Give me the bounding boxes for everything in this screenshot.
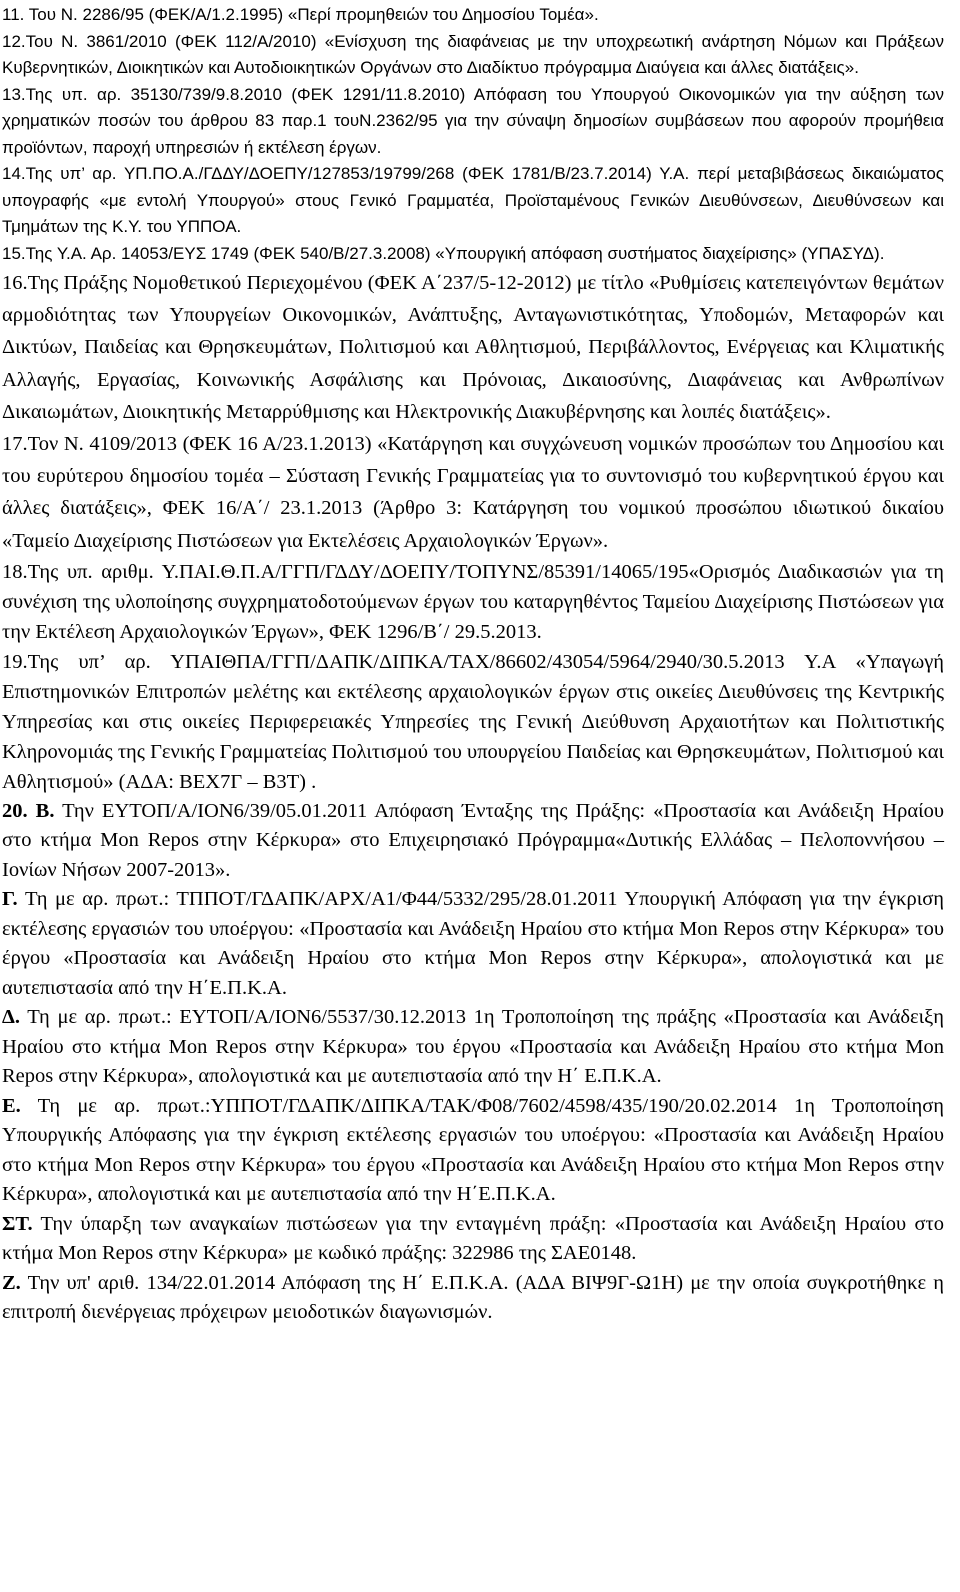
clause-text: 14.Της υπ’ αρ. ΥΠ.ΠΟ.Α./ΓΔΔΥ/ΔΟΕΠΥ/127853/19799/268 (ΦΕΚ 1781/Β/23.7.2014) Υ.Α. περί μεταβιβάσεως δικαιώματος υπογραφής «με εντολή Υπουργού» στους Γενικό Γραμματέα, Προϊσταμένους Γενικών Διευθύνσεων, Διευθύνσεων και Τμημάτων της Κ.Υ. του ΥΠΠΟΑ. [2,164,944,236]
clause-17 [2,428,944,557]
clause-d [2,1003,944,1092]
clause-e [2,1092,944,1210]
clause-text: Την υπ' αριθ. 134/22.01.2014 Απόφαση της Η΄ Ε.Π.Κ.Α. (ΑΔΑ ΒΙΨ9Γ-Ω1Η) με την οποία συγκροτήθηκε η επιτροπή διενέργειας πρόχειρων μειοδοτικών διαγωνισμών. [2,1271,944,1324]
clause-12 [2,29,944,82]
clause-text: 18.Της υπ. αριθμ. Υ.ΠΑΙ.Θ.Π.Α/ΓΓΠ/ΓΔΔΥ/ΔΟΕΠΥ/ΤΟΠΥΝΣ/85391/14065/195«Ορισμός Διαδικασιών για τη συνέχιση της υλοποίησης συγχρηματοδοτούμενων έργων του καταργηθέντος Ταμείου Διαχείρισης Πιστώσεων για την Εκτέλεση Αρχαιολογικών Έργων», ΦΕΚ 1296/Β΄/ 29.5.2013. [2,560,944,643]
clause-text: Την ΕΥΤΟΠ/Α/ΙΟΝ6/39/05.01.2011 Απόφαση Ένταξης της Πράξης: «Προστασία και Ανάδειξη Ηραίου στο κτήμα Mon Repos στην Κέρκυρα» στο Επιχειρησιακό Πρόγραμμα«Δυτικής Ελλάδας – Πελοποννήσου – Ιονίων Νήσων 2007-2013». [2,799,944,881]
clause-text: 13.Της υπ. αρ. 35130/739/9.8.2010 (ΦΕΚ 1291/11.8.2010) Απόφαση του Υπουργού Οικονομικών για την αύξηση των χρηματικών ποσών του άρθρου 83 παρ.1 τουΝ.2362/95 για την σύναψη δημοσίων συμβάσεων που αφορούν προμήθεια προϊόντων, παροχή υπηρεσιών ή εκτέλεση έργων. [2,84,944,157]
clause-16 [2,267,944,428]
clause-text: Τη με αρ. πρωτ.:ΥΠΠΟΤ/ΓΔΑΠΚ/ΔΙΠΚΑ/ΤΑΚ/Φ08/7602/4598/435/190/20.02.2014 1η Τροποποίηση Υπουργικής Απόφασης για την έγκριση εκτέλεσης εργασιών του υποέργου: «Προστασία και Ανάδειξη Ηραίου στο κτήμα Mon Repos στην Κέρκυρα» του έργου «Προστασία και Ανάδειξη Ηραίου στο κτήμα Mon Repos στην Κέρκυρα», απολογιστικά και με αυτεπιστασία από την Η΄Ε.Π.Κ.Α. [2,1094,944,1206]
clause-15 [2,241,944,268]
clause-13 [2,82,944,162]
clause-marker: Ζ. [2,1271,21,1294]
clause-marker: 20. Β. [2,799,55,822]
clause-14 [2,161,944,241]
clause-marker: Δ. [2,1006,20,1029]
clause-text: Την ύπαρξη των αναγκαίων πιστώσεων για την ενταγμένη πράξη: «Προστασία και Ανάδειξη Ηραίου στο κτήμα Mon Repos στην Κέρκυρα» με κωδικό πράξης: 322986 της ΣΑΕ0148. [2,1212,944,1265]
clause-text: 16.Της Πράξης Νομοθετικού Περιεχομένου (ΦΕΚ Α΄237/5-12-2012) με τίτλο «Ρυθμίσεις κατεπειγόντων θεμάτων αρμοδιότητας των Υπουργείων Οικονομικών, Ανάπτυξης, Ανταγωνιστικότητας, Υποδομών, Μεταφορών και Δικτύων, Παιδείας και Θρησκευμάτων, Πολιτισμού και Αθλητισμού, Περιβάλλοντος, Ενέργειας και Κλιματικής Αλλαγής, Εργασίας, Κοινωνικής Ασφάλισης και Πρόνοιας, Δικαιοσύνης, Διαφάνειας και Ανθρωπίνων Δικαιωμάτων, Διοικητικής Μεταρρύθμισης και Ηλεκτρονικής Διακυβέρνησης και λοιπές διατάξεις». [2,272,944,423]
clause-g [2,885,944,1003]
clause-text: 11. Του Ν. 2286/95 (ΦΕΚ/Α/1.2.1995) «Περί προμηθειών του Δημοσίου Τομέα». [2,5,599,24]
clause-text: Τη με αρ. πρωτ.: ΕΥΤΟΠ/Α/ΙΟΝ6/5537/30.12.2013 1η Τροποποίηση της πράξης «Προστασία και Ανάδειξη Ηραίου στο κτήμα Mon Repos στην Κέρκυρα» του έργου «Προστασία και Ανάδειξη Ηραίου στο κτήμα Mon Repos στην Κέρκυρα», απολογιστικά και με αυτεπιστασία από την Η΄ Ε.Π.Κ.Α. [2,1006,944,1088]
clause-text: 12.Του Ν. 3861/2010 (ΦΕΚ 112/Α/2010) «Ενίσχυση της διαφάνειας με την υποχρεωτική ανάρτηση Νόμων και Πράξεων Κυβερνητικών, Διοικητικών και Αυτοδιοικητικών Οργάνων στο Διαδίκτυο πρόγραμμα Διαύγεια και άλλες διατάξεις». [2,31,944,77]
clause-text: 15.Της Υ.Α. Αρ. 14053/ΕΥΣ 1749 (ΦΕΚ 540/Β/27.3.2008) «Υπουργική απόφαση συστήματος διαχείρισης» (ΥΠΑΣΥΔ). [2,243,885,263]
clause-marker: Γ. [2,888,18,911]
clause-text: 19.Της υπ’ αρ. ΥΠΑΙΘΠΑ/ΓΓΠ/ΔΑΠΚ/ΔΙΠΚΑ/ΤΑΧ/86602/43054/5964/2940/30.5.2013 Υ.Α «Υπαγωγή Επιστημονικών Επιτροπών μελέτης και εκτέλεσης αρχαιολογικών έργων στις οικείες Διευθύνσεις της Κεντρικής Υπηρεσίας και στις οικείες Περιφερειακές Υπηρεσίες της Γενική Διεύθυνση Αρχαιοτήτων και Πολιτιστικής Κληρονομιάς της Γενικής Γραμματείας Πολιτισμού του υπουργείου Παιδείας και Θρησκευμάτων, Πολιτισμού και Αθλητισμού» (ΑΔΑ: ΒΕΧ7Γ – Β3Τ) . [2,650,944,793]
clause-19 [2,647,944,797]
clause-marker: ΣΤ. [2,1212,33,1235]
clause-text: 17.Τον Ν. 4109/2013 (ΦΕΚ 16 Α/23.1.2013) «Κατάργηση και συγχώνευση νομικών προσώπων του Δημοσίου και του ευρύτερου δημοσίου τομέα – Σύσταση Γενικής Γραμματείας για το συντονισμό του κυβερνητικού έργου και άλλες διατάξεις», ΦΕΚ 16/Α΄/ 23.1.2013 (Άρθρο 3: Κατάργηση του νομικού προσώπου ιδιωτικού δικαίου «Ταμείο Διαχείρισης Πιστώσεων για Εκτελέσεις Αρχαιολογικών Έργων». [2,433,944,552]
clause-st [2,1210,944,1269]
clause-z [2,1269,944,1328]
clause-20b [2,797,944,886]
clause-11 [2,2,944,29]
clause-18 [2,557,944,647]
clause-marker: Ε. [2,1094,21,1117]
clause-text: Τη με αρ. πρωτ.: ΤΠΠΟΤ/ΓΔΑΠΚ/ΑΡΧ/Α1/Φ44/5332/295/28.01.2011 Υπουργική Απόφαση για την έγκριση εκτέλεσης εργασιών του υποέργου: «Προστασία και Ανάδειξη Ηραίου στο κτήμα Mon Repos στην Κέρκυρα» του έργου «Προστασία και Ανάδειξη Ηραίου στο κτήμα Mon Repos στην Κέρκυρα», απολογιστικά και με αυτεπιστασία από την Η΄Ε.Π.Κ.Α. [2,888,944,999]
